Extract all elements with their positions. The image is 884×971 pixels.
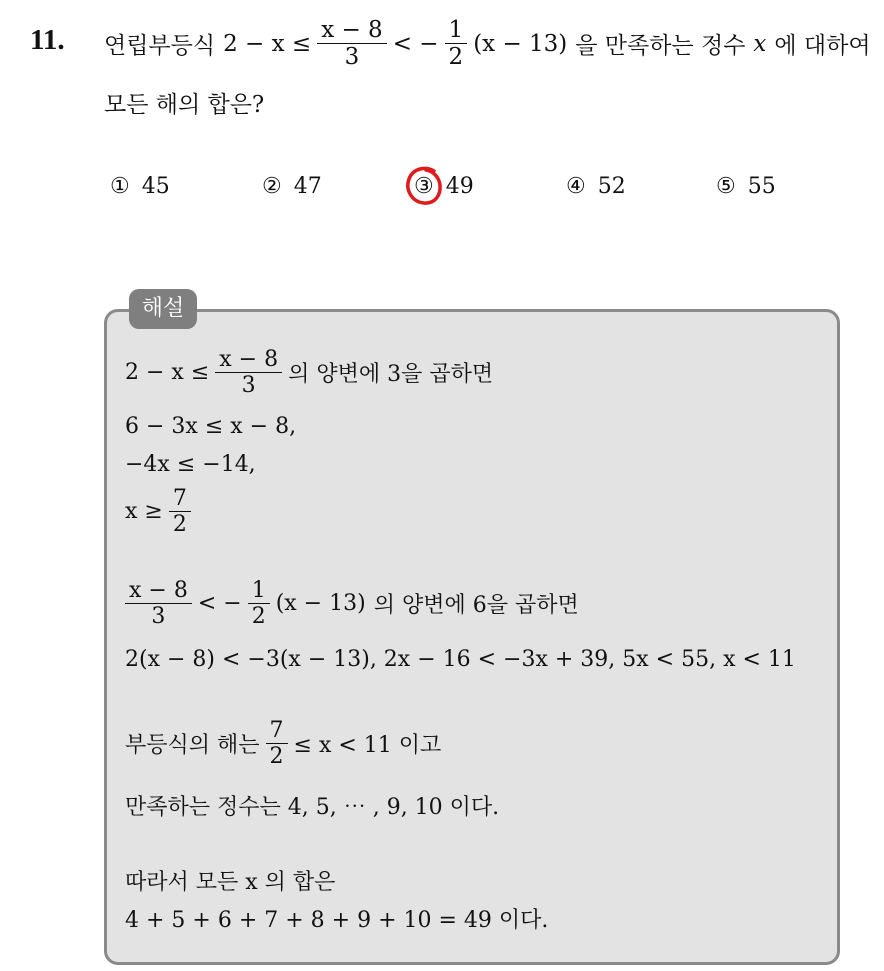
question-line-2: 모든 해의 합은?: [104, 92, 265, 118]
choice-value: 55: [747, 174, 776, 199]
solution-line-10: 4 + 5 + 6 + 7 + 8 + 9 + 10 = 49 이다.: [125, 908, 549, 933]
fraction-seven-halves: [266, 718, 288, 770]
fraction-denominator: 3: [241, 373, 256, 399]
choice-mark: ③: [414, 174, 434, 199]
solution-line-6: 2(x − 8) < −3(x − 13), 2x − 16 < −3x + 39, 5x < 55, x < 11: [125, 647, 796, 672]
fraction-numerator: x − 8: [219, 347, 279, 372]
paren-expression: (x − 13): [473, 30, 568, 57]
fraction-denominator: 3: [344, 44, 360, 71]
choice-value: 47: [293, 174, 322, 199]
fraction-x-minus-8-over-3: [125, 578, 192, 630]
choice-value: 49: [445, 174, 474, 199]
solution-line-7: [125, 718, 441, 770]
fraction-numerator: x − 8: [321, 17, 383, 43]
question-line-1: [104, 17, 871, 71]
solution-line-1: [125, 347, 493, 399]
choice-mark: ④: [566, 174, 586, 199]
fraction-denominator: 2: [172, 512, 187, 538]
fraction-x-minus-8-over-3: [317, 17, 387, 71]
fraction-one-half: [445, 17, 468, 71]
question-prefix: 연립부등식: [104, 33, 216, 60]
choice-5[interactable]: [716, 174, 776, 199]
solution-tab: 해설: [129, 289, 197, 329]
choice-value: 45: [141, 174, 170, 199]
choice-mark: ②: [262, 174, 282, 199]
fraction-denominator: 3: [151, 604, 166, 630]
fraction-one-half: [248, 578, 270, 630]
less-than-minus: < −: [392, 30, 439, 57]
question-end: 에 대하여: [774, 33, 871, 60]
fraction-seven-halves: [169, 486, 191, 538]
fraction-denominator: 2: [448, 44, 464, 71]
fraction-denominator: 2: [251, 604, 266, 630]
choice-mark: ①: [110, 174, 130, 199]
choice-2[interactable]: [262, 174, 322, 199]
solution-line-9: 따라서 모든 x 의 합은: [125, 870, 336, 895]
solution-line-4: [125, 486, 197, 538]
fraction-numerator: 7: [269, 718, 284, 743]
fraction-numerator: x − 8: [129, 578, 188, 603]
fraction-x-minus-8-over-3: [215, 347, 282, 399]
solution-text: 부등식의 해는: [125, 733, 260, 759]
inequality-left: 2 − x ≤: [223, 30, 312, 57]
choice-4[interactable]: [566, 174, 626, 199]
paren-expression: (x − 13): [275, 591, 366, 617]
choice-value: 52: [597, 174, 626, 199]
fraction-numerator: 7: [172, 486, 187, 511]
expression: x ≥: [125, 499, 163, 525]
solution-text: 의 양변에 6을 곱하면: [373, 593, 579, 619]
choice-mark: ⑤: [716, 174, 736, 199]
variable-x: x: [753, 30, 767, 57]
solution-line-8: 만족하는 정수는 4, 5, ⋯ , 9, 10 이다.: [125, 795, 500, 820]
solution-text: 의 양변에 3을 곱하면: [288, 362, 494, 388]
question-suffix: 을 만족하는 정수: [575, 33, 746, 60]
less-than-minus: < −: [197, 591, 242, 617]
solution-line-2: 6 − 3x ≤ x − 8,: [125, 414, 297, 439]
solution-line-5: [125, 578, 579, 630]
fraction-numerator: 1: [448, 17, 464, 43]
answer-circle-icon: [404, 165, 444, 207]
expression: 2 − x ≤: [125, 360, 210, 386]
choice-1[interactable]: [110, 174, 170, 199]
fraction-numerator: 1: [251, 578, 266, 603]
fraction-denominator: 2: [269, 744, 284, 770]
question-number: 11.: [30, 24, 65, 56]
solution-text: ≤ x < 11 이고: [293, 733, 442, 759]
solution-line-3: −4x ≤ −14,: [125, 452, 256, 477]
